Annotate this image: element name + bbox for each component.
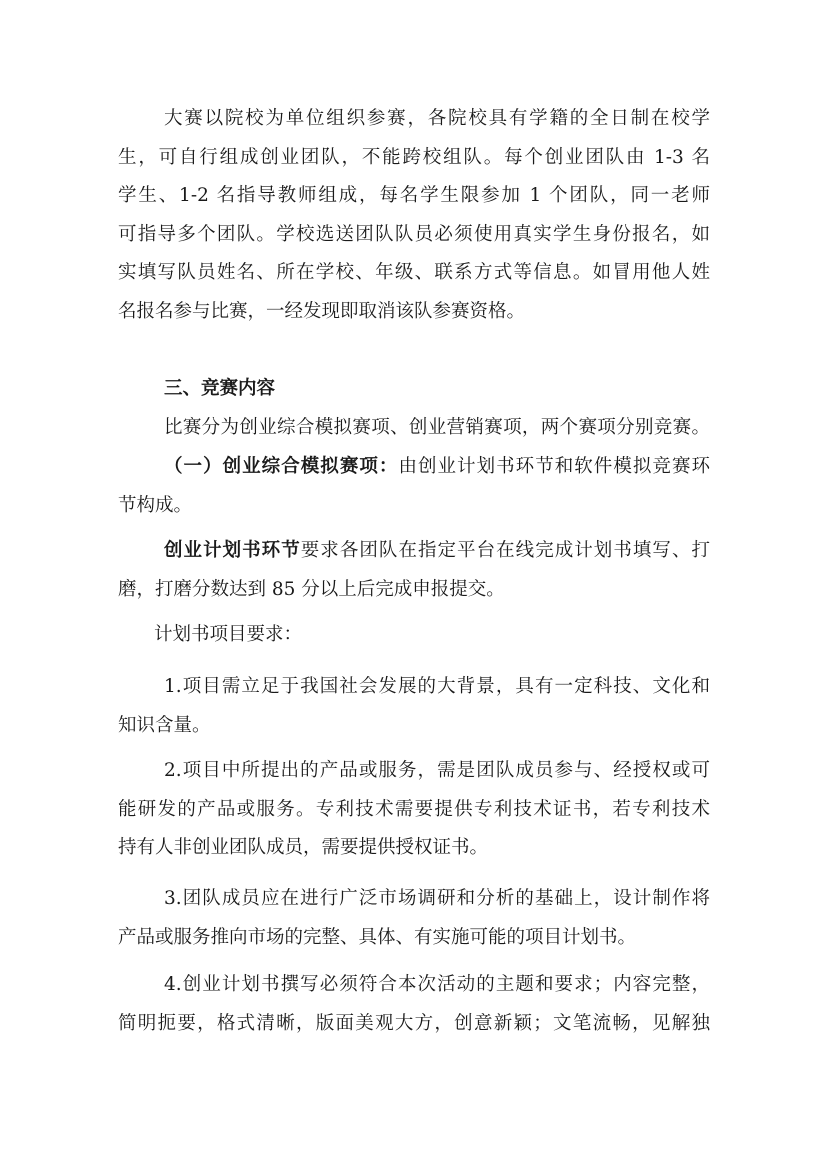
section-heading-text: 三、竞赛内容 [164, 378, 276, 399]
text-line: 能研发的产品或服务。专利技术需要提供专利技术证书，若专利技术 [118, 798, 710, 820]
paragraph-requirements-intro [118, 616, 710, 655]
text-line: 磨，打磨分数达到 85 分以上后完成申报提交。 [118, 578, 505, 600]
subsection-text: 由创业计划书环节和软件模拟竞赛环 [398, 456, 710, 477]
text-line: 计划书项目要求： [154, 624, 303, 645]
section-heading [118, 370, 710, 409]
text-line: 1.项目需立足于我国社会发展的大背景，具有一定科技、文化和 [164, 676, 710, 697]
text-line: 知识含量。 [118, 714, 211, 736]
text-line: 节构成。 [118, 494, 193, 516]
business-plan-title: 创业计划书环节 [164, 540, 301, 561]
text-line: 持有人非创业团队成员，需要提供授权证书。 [118, 837, 489, 859]
text-line: 大赛以院校为单位组织参赛，各院校具有学籍的全日制在校学 [164, 108, 710, 129]
text-line: 实填写队员姓名、所在学校、年级、联系方式等信息。如冒用他人姓 [118, 262, 710, 284]
text-line: 名报名参与比赛，一经发现即取消该队参赛资格。 [118, 300, 526, 322]
list-item-2 [118, 752, 710, 868]
text-line: 比赛分为创业综合模拟赛项、创业营销赛项，两个赛项分别竞赛。 [164, 417, 710, 438]
subsection-title: （一）创业综合模拟赛项： [164, 456, 399, 477]
text-line: 产品或服务推向市场的完整、具体、有实施可能的项目计划书。 [118, 926, 637, 948]
text-line [118, 448, 710, 487]
text-line: 简明扼要，格式清晰，版面美观大方，创意新颖；文笔流畅，见解独 [118, 1012, 710, 1034]
text-line: 2.项目中所提出的产品或服务，需是团队成员参与、经授权或可 [164, 760, 710, 781]
text-line: 学生、1-2 名指导教师组成，每名学生限参加 1 个团队，同一老师 [118, 185, 710, 207]
text-line: 3.团队成员应在进行广泛市场调研和分析的基础上，设计制作将 [164, 888, 710, 909]
text-line: 生，可自行组成创业团队，不能跨校组队。每个创业团队由 1-3 名 [118, 146, 710, 168]
paragraph-subsection-one [118, 448, 710, 525]
list-item-1 [118, 668, 710, 745]
business-plan-text: 要求各团队在指定平台在线完成计划书填写、打 [300, 540, 710, 561]
text-line: 4.创业计划书撰写必须符合本次活动的主题和要求；内容完整， [164, 974, 710, 995]
list-item-4 [118, 966, 710, 1043]
text-line: 可指导多个团队。学校选送团队队员必须使用真实学生身份报名，如 [118, 223, 710, 245]
list-item-3 [118, 880, 710, 957]
paragraph-participation [118, 100, 710, 332]
paragraph-business-plan [118, 532, 710, 609]
text-line [118, 532, 710, 571]
paragraph-competition-items [118, 409, 710, 448]
